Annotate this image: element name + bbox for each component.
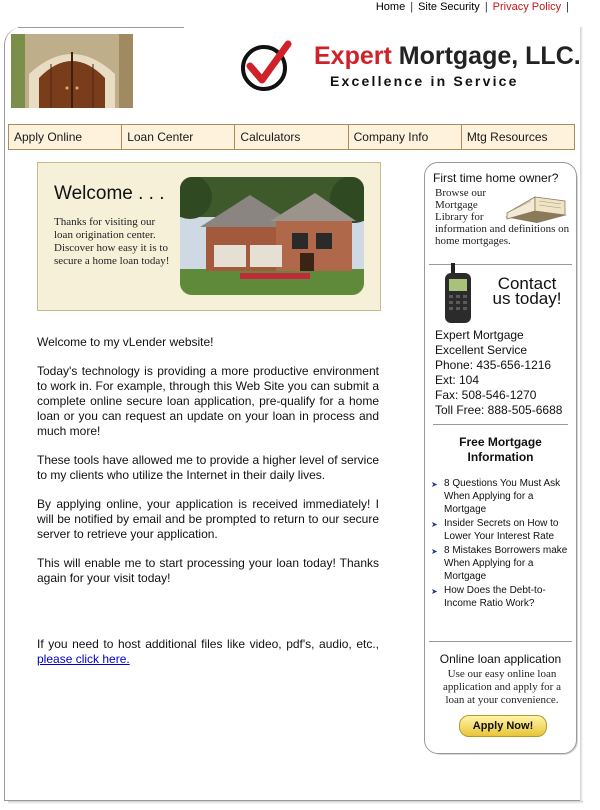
house-photo <box>180 177 364 295</box>
technology-paragraph: Today's technology is providing a more productive environment to work in. For example, through this Web Site you can submit a complete online secure loan application, pre-qualify for a home loan or you can request an update on your loan in process and much more! <box>37 364 379 438</box>
service-paragraph: These tools have allowed me to provide a higher level of service to my clients who utilize the Internet in their daily lives. <box>37 453 379 482</box>
nav-mtg-resources[interactable]: Mtg Resources <box>466 130 548 144</box>
sidebar-divider <box>433 424 568 425</box>
cell-phone-icon <box>439 263 479 325</box>
thanks-paragraph: This will enable me to start processing your loan today! Thanks again for your visit today! <box>37 556 379 585</box>
online-application-text: Use our easy online loan application and apply for a loan at your convenience. <box>443 668 561 706</box>
frame-shadow-right <box>580 27 583 803</box>
arrow-icon: ➤ <box>431 547 438 556</box>
contact-slogan: Excellent Service <box>435 343 528 357</box>
arrow-icon: ➤ <box>431 587 438 596</box>
main-nav <box>8 124 575 150</box>
link-label: 8 Mistakes Borrowers make When Applying for a Mortgage <box>444 545 568 582</box>
hosting-paragraph <box>37 637 379 667</box>
intro-paragraph: Welcome to my vLender website! <box>37 335 214 349</box>
link-label: Insider Secrets on How to Lower Your Interest Rate <box>444 518 559 542</box>
apply-online-paragraph: By applying online, your application is received immediately! I will be notified by email and be prompted to return to our secure server to retrieve your application. <box>37 497 379 541</box>
top-link-separator: | <box>566 1 569 13</box>
welcome-box <box>37 162 381 311</box>
contact-phone: Phone: 435-656-1216 <box>435 358 552 372</box>
contact-ext: Ext: 104 <box>435 373 480 387</box>
welcome-text: Thanks for visiting our loan origination center. Discover how easy it is to secure a home loan today! <box>54 216 170 267</box>
free-info-links <box>431 477 573 611</box>
arrow-icon: ➤ <box>431 520 438 529</box>
site-security-link[interactable]: Site Security <box>418 1 480 13</box>
welcome-heading: Welcome . . . <box>54 183 165 204</box>
home-link[interactable]: Home <box>375 1 406 13</box>
link-label: How Does the Debt-to-Income Ratio Work? <box>444 585 546 609</box>
header-door-photo <box>11 34 133 108</box>
brand-name-rest: Mortgage, LLC. <box>391 42 581 70</box>
link-8-questions[interactable] <box>431 477 573 516</box>
frame-top-line <box>18 27 184 28</box>
brand-tagline: Excellence in Service <box>330 73 519 89</box>
open-book-icon[interactable] <box>503 189 569 225</box>
sidebar-divider <box>429 641 572 642</box>
contact-company: Expert Mortgage <box>435 328 524 342</box>
link-label: 8 Questions You Must Ask When Applying for a Mortgage <box>444 478 561 515</box>
contact-info <box>435 328 562 418</box>
nav-company-info[interactable]: Company Info <box>349 125 462 149</box>
brand-name-red: Expert <box>314 42 392 70</box>
link-insider-secrets[interactable] <box>431 517 573 543</box>
top-link-separator: | <box>484 1 488 13</box>
contact-toll-free: Toll Free: 888-505-6688 <box>435 403 563 417</box>
contact-heading: Contact us today! <box>492 274 562 308</box>
hosting-text: If you need to host additional files like video, pdf's, audio, etc., <box>37 637 379 651</box>
main-content <box>37 335 379 666</box>
apply-now-button[interactable]: Apply Now! <box>459 715 547 737</box>
hosting-link[interactable]: please click here. <box>37 652 130 666</box>
link-debt-to-income[interactable] <box>431 584 573 610</box>
nav-loan-center[interactable]: Loan Center <box>122 125 235 149</box>
nav-calculators[interactable]: Calculators <box>235 125 348 149</box>
top-link-separator: | <box>410 1 414 13</box>
sidebar <box>424 162 577 754</box>
top-links <box>376 0 574 14</box>
first-time-owner-title[interactable]: First time home owner? <box>433 171 559 185</box>
online-application-title: Online loan application <box>439 652 562 666</box>
contact-fax: Fax: 508-546-1270 <box>435 388 537 402</box>
brand-name <box>314 41 581 71</box>
frame-shadow-bottom <box>8 801 583 804</box>
link-8-mistakes[interactable] <box>431 544 573 583</box>
arrow-icon: ➤ <box>431 480 438 489</box>
nav-apply-online[interactable]: Apply Online <box>9 125 122 149</box>
first-time-owner-text-2: information and definitions on home mortgages. <box>435 223 570 247</box>
first-time-owner-text: Browse our Mortgage Library for <box>435 187 487 223</box>
privacy-policy-link[interactable]: Privacy Policy <box>492 1 562 13</box>
check-logo-icon <box>240 40 292 92</box>
free-info-title: Free Mortgage Information <box>459 435 542 464</box>
